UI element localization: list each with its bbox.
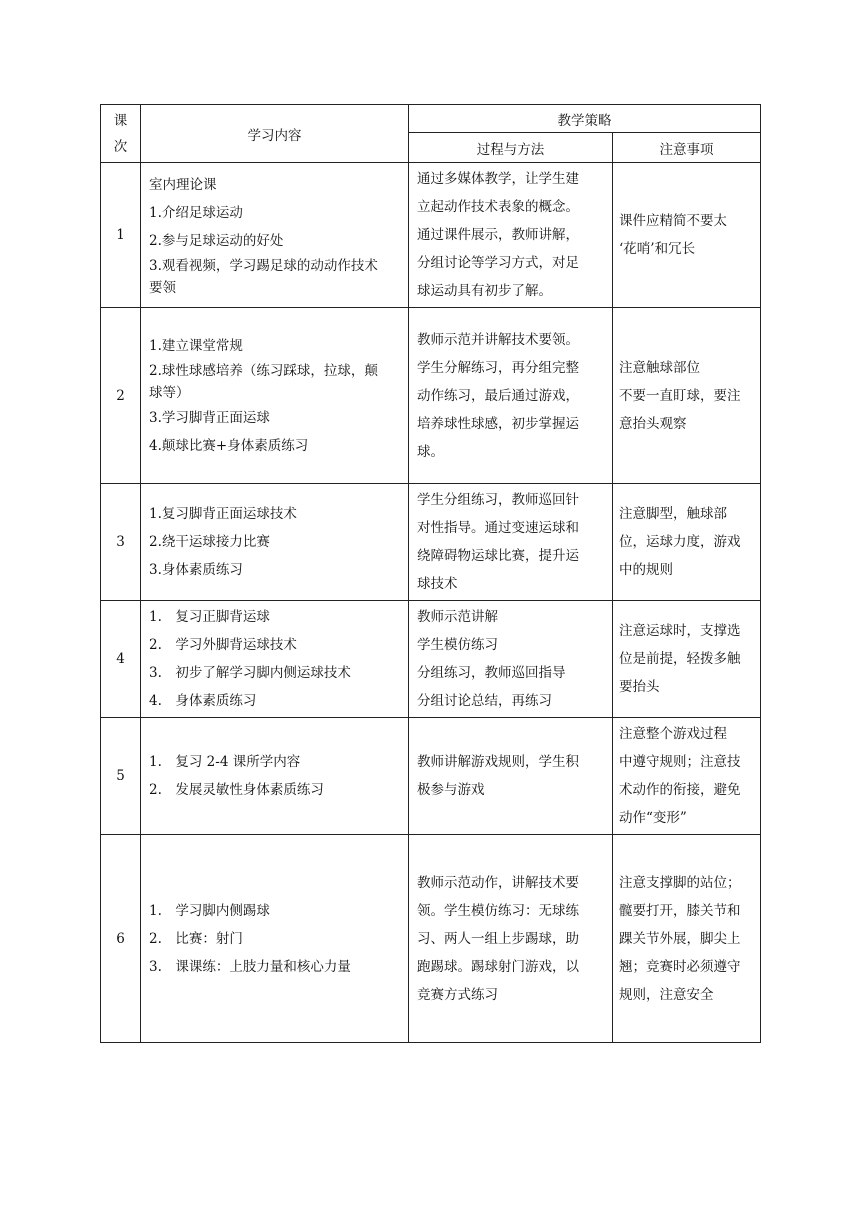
content-line: 要领 — [149, 280, 176, 296]
notes-line: 注意整个游戏过程 — [619, 726, 727, 742]
table-row — [101, 718, 761, 835]
notes-cell — [613, 718, 761, 835]
notes-line: 翘；竞赛时必须遵守 — [619, 958, 741, 975]
content-line: 1.建立课堂常规 — [149, 337, 243, 354]
lesson-header-char: 次 — [113, 138, 128, 155]
content-line: 1. 复习正脚背运球 — [149, 609, 270, 625]
content-line: 2. 发展灵敏性身体素质练习 — [149, 782, 324, 798]
method-line: 通过多媒体教学，让学生建 — [417, 171, 579, 187]
notes-cell — [613, 835, 761, 1043]
notes-line: 注意脚型，触球部 — [619, 506, 727, 522]
notes-line: 注意触球部位 — [619, 359, 700, 376]
content-line: 2. 学习外脚背运球技术 — [149, 637, 297, 653]
method-line: 竞赛方式练习 — [417, 986, 498, 1003]
method-line: 习、两人一组上步踢球，助 — [417, 930, 579, 947]
method-line: 教师示范讲解 — [417, 609, 498, 625]
notes-line: 术动作的衔接，避免 — [619, 782, 741, 798]
method-line: 绕障碍物运球比赛，提升运 — [417, 548, 579, 564]
notes-line: 注意支撑脚的站位； — [619, 874, 741, 891]
method-line: 学生分组练习，教师巡回针 — [417, 492, 579, 508]
notes-line: 中遵守规则；注意技 — [619, 754, 741, 770]
table-row — [101, 163, 761, 308]
method-line: 动作练习，最后通过游戏， — [417, 387, 579, 404]
method-line: 学生分解练习，再分组完整 — [417, 359, 579, 376]
method-line: 分组讨论总结，再练习 — [417, 693, 552, 709]
content-line: 3. 课课练：上肢力量和核心力量 — [149, 958, 351, 975]
content-line: 球等） — [149, 384, 190, 401]
content-line: 3.学习脚背正面运球 — [149, 409, 270, 426]
method-line: 学生模仿练习 — [417, 637, 498, 653]
notes-line: 踝关节外展，脚尖上 — [619, 930, 741, 947]
content-cell — [141, 484, 409, 601]
content-cell — [141, 163, 409, 308]
notes-line: 要抬头 — [619, 679, 660, 695]
content-header: 学习内容 — [141, 105, 409, 163]
notes-line: 意抬头观察 — [619, 415, 687, 432]
lesson-number: 2 — [101, 308, 141, 484]
content-line: 4.颠球比赛+身体素质练习 — [149, 437, 309, 454]
content-line: 2.绕干运球接力比赛 — [149, 534, 270, 550]
notes-line: 动作“变形” — [619, 810, 687, 826]
method-cell — [409, 718, 613, 835]
method-line: 球。 — [417, 443, 444, 460]
lesson-number: 3 — [101, 484, 141, 601]
lesson-number: 4 — [101, 601, 141, 718]
notes-line: 注意运球时，支撑选 — [619, 623, 741, 639]
notes-line: 课件应精简不要太 — [619, 213, 727, 229]
notes-line: 规则，注意安全 — [619, 986, 714, 1003]
method-line: 对性指导。通过变速运球和 — [417, 520, 579, 536]
method-cell — [409, 308, 613, 484]
method-line: 立起动作技术表象的概念。 — [417, 199, 579, 215]
content-cell — [141, 601, 409, 718]
lesson-plan-table — [100, 104, 761, 1043]
content-line: 1. 复习 2-4 课所学内容 — [149, 754, 301, 770]
method-line: 教师示范动作，讲解技术要 — [417, 874, 579, 891]
content-line: 1. 学习脚内侧踢球 — [149, 902, 270, 919]
content-line: 3. 初步了解学习脚内侧运球技术 — [149, 665, 351, 681]
notes-cell — [613, 484, 761, 601]
lesson-number-header — [101, 105, 141, 163]
method-line: 极参与游戏 — [417, 782, 485, 798]
notes-line: 中的规则 — [619, 562, 673, 578]
method-cell — [409, 601, 613, 718]
content-line: 2.参与足球运动的好处 — [149, 233, 284, 249]
notes-cell — [613, 601, 761, 718]
table-row — [101, 601, 761, 718]
content-line: 1.介绍足球运动 — [149, 205, 243, 221]
method-line: 跑踢球。踢球射门游戏，以 — [417, 958, 579, 975]
content-line: 2.球性球感培养（练习踩球，拉球，颠 — [149, 362, 378, 379]
method-line: 分组讨论等学习方式，对足 — [417, 255, 579, 271]
strategy-header: 教学策略 — [409, 105, 761, 133]
content-cell — [141, 718, 409, 835]
method-line: 球运动具有初步了解。 — [417, 283, 552, 299]
lesson-number: 6 — [101, 835, 141, 1043]
lesson-number: 5 — [101, 718, 141, 835]
notes-line: 位，运球力度，游戏 — [619, 534, 741, 550]
method-cell — [409, 484, 613, 601]
method-cell — [409, 835, 613, 1043]
method-line: 教师讲解游戏规则，学生积 — [417, 754, 579, 770]
table-row — [101, 484, 761, 601]
notes-line: ‘花哨’和冗长 — [619, 241, 696, 257]
content-cell — [141, 308, 409, 484]
lesson-header-char: 课 — [113, 112, 128, 129]
table-row — [101, 835, 761, 1043]
method-line: 球技术 — [417, 576, 458, 592]
method-line: 教师示范并讲解技术要领。 — [417, 331, 579, 348]
content-line: 3.身体素质练习 — [149, 562, 243, 578]
notes-line: 位是前提，轻拨多触 — [619, 651, 741, 667]
content-line: 室内理论课 — [149, 177, 217, 193]
notes-cell — [613, 308, 761, 484]
content-line: 3.观看视频，学习踢足球的动动作技术 — [149, 258, 378, 274]
method-cell — [409, 163, 613, 308]
method-header: 过程与方法 — [409, 133, 613, 163]
content-cell — [141, 835, 409, 1043]
notes-cell — [613, 163, 761, 308]
table-row — [101, 308, 761, 484]
notes-header: 注意事项 — [613, 133, 761, 163]
method-line: 分组练习，教师巡回指导 — [417, 665, 566, 681]
method-line: 通过课件展示，教师讲解， — [417, 227, 579, 243]
content-line: 2. 比赛：射门 — [149, 930, 243, 947]
lesson-number: 1 — [101, 163, 141, 308]
notes-line: 不要一直盯球，要注 — [619, 387, 741, 404]
notes-line: 髋要打开，膝关节和 — [619, 902, 741, 919]
content-line: 1.复习脚背正面运球技术 — [149, 506, 297, 522]
content-line: 4. 身体素质练习 — [149, 693, 257, 709]
method-line: 领。学生模仿练习：无球练 — [417, 902, 579, 919]
method-line: 培养球性球感，初步掌握运 — [417, 415, 579, 432]
